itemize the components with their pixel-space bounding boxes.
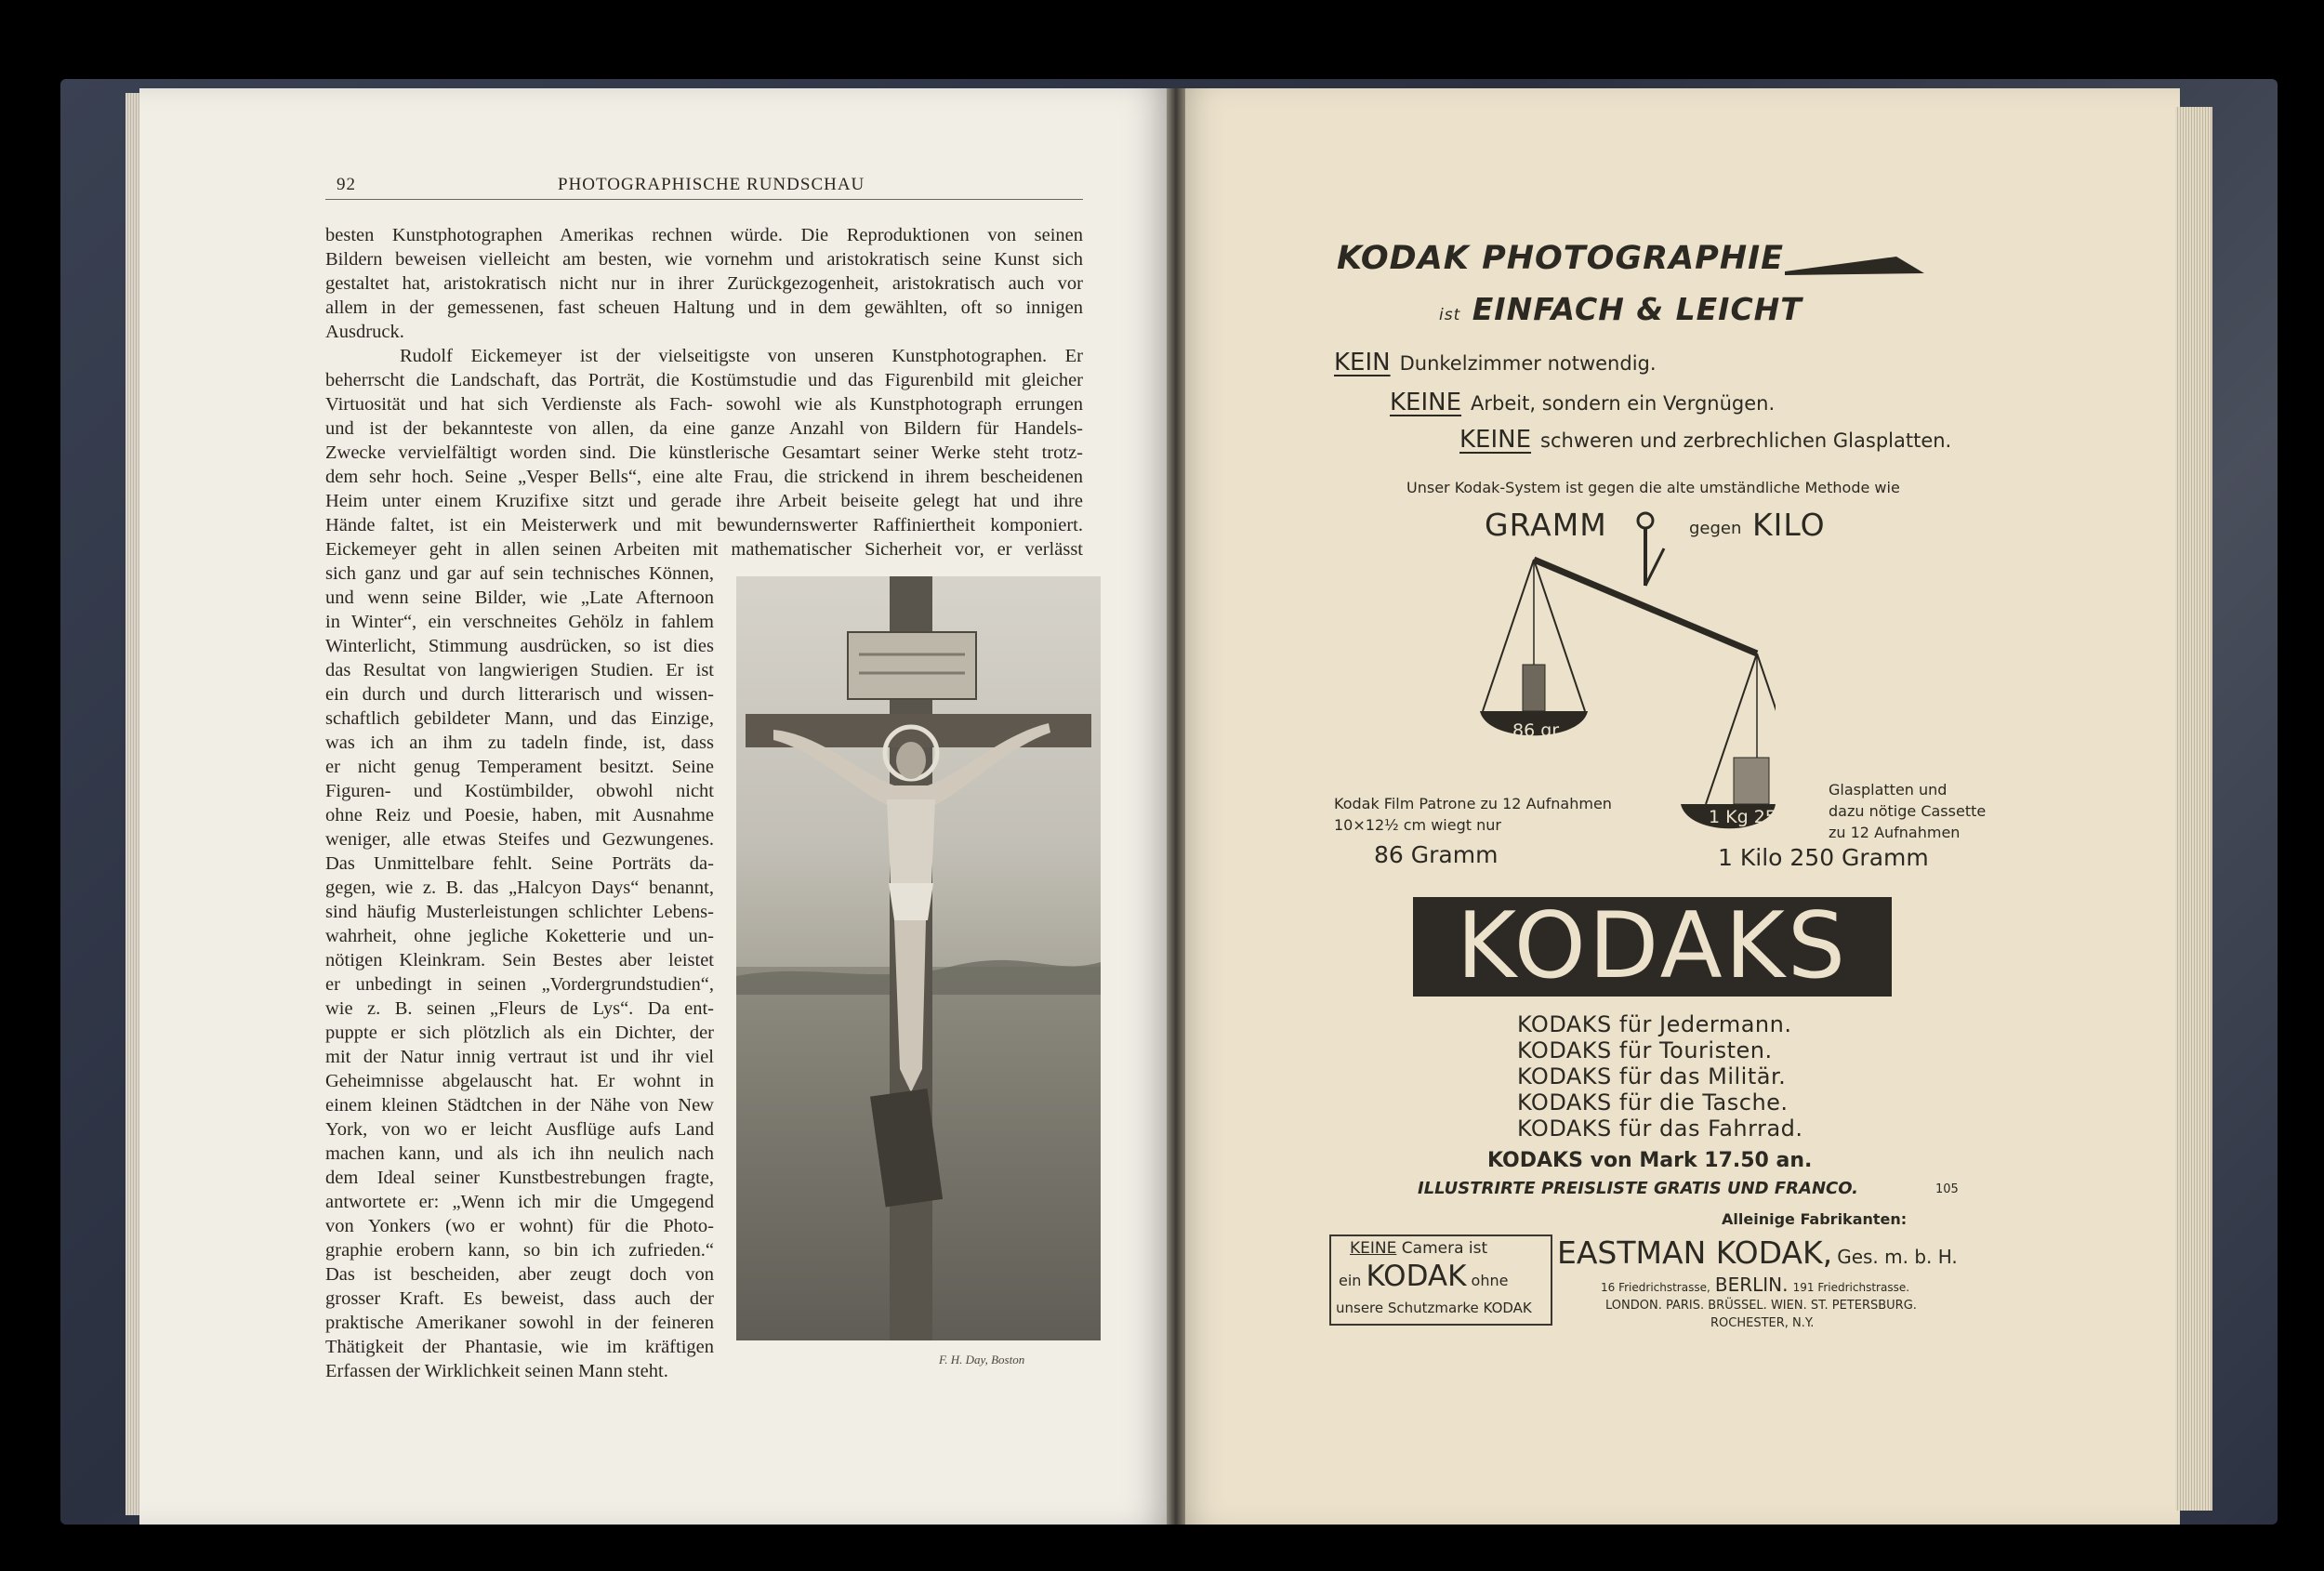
text-line: Geheimnisse abgelauscht hat. Er wohnt in bbox=[325, 1071, 714, 1091]
kodaks-list-item: KODAKS für die Tasche. bbox=[1517, 1089, 1789, 1116]
text-line: praktische Amerikaner sowohl in der feineren bbox=[325, 1313, 714, 1333]
cities-line: LONDON. PARIS. BRÜSSEL. WIEN. ST. PETERSBURG. bbox=[1605, 1299, 1917, 1313]
right-desc-1: Glasplatten und bbox=[1829, 781, 1948, 799]
right-desc-2: dazu nötige Cassette bbox=[1829, 802, 1987, 820]
text-line: das Resultat von langwierigen Studien. Er ist bbox=[325, 660, 714, 680]
kein-text: Arbeit, sondern ein Vergnügen. bbox=[1471, 392, 1776, 415]
text-line: von Yonkers (wo er wohnt) für die Photo- bbox=[325, 1216, 714, 1236]
price-line: KODAKS von Mark 17.50 an. bbox=[1487, 1149, 1813, 1172]
kein-text: Dunkelzimmer notwendig. bbox=[1399, 352, 1657, 375]
box-line-3: unsere Schutzmarke KODAK bbox=[1336, 1300, 1532, 1316]
kodaks-list-item: KODAKS für das Fahrrad. bbox=[1517, 1116, 1803, 1142]
text-line: was ich an ihm zu tadeln finde, ist, dass bbox=[325, 733, 714, 753]
text-line: ohne Reiz und Poesie, haben, mit Ausnahme bbox=[325, 805, 714, 825]
text-line: Virtuosität und hat sich Verdienste als Fach- sowohl wie als Kunstphotograph errungen bbox=[325, 394, 1083, 415]
text-line: Erfassen der Wirklichkeit seinen Mann steht. bbox=[325, 1361, 668, 1381]
kein-line bbox=[1390, 389, 1775, 416]
right-weight: 1 Kilo 250 Gramm bbox=[1718, 844, 1929, 871]
company-name: EASTMAN KODAK, bbox=[1557, 1234, 1833, 1271]
company-suffix: Ges. m. b. H. bbox=[1837, 1246, 1958, 1268]
text-line: Rudolf Eickemeyer ist der vielseitigste von unseren Kunstphotographen. Er bbox=[400, 346, 1083, 366]
box-kodak: KODAK bbox=[1366, 1260, 1467, 1293]
text-line: besten Kunstphotographen Amerikas rechnen würde. Die Reproduktionen von seinen bbox=[325, 225, 1083, 245]
text-line: Thätigkeit der Phantasie, wie im kräftigen bbox=[325, 1337, 714, 1357]
text-line: York, von wo er leicht Ausflüge aufs Land bbox=[325, 1119, 714, 1140]
text-line: Figuren- und Kostümbilder, obwohl nicht bbox=[325, 781, 714, 801]
left-desc-2: 10×12½ cm wiegt nur bbox=[1334, 816, 1501, 834]
text-line: Ausdruck. bbox=[325, 322, 404, 342]
text-line: mit der Natur innig vertraut ist und ihr viel bbox=[325, 1047, 714, 1067]
text-line: sind häufig Musterleistungen schlichter Lebens- bbox=[325, 902, 714, 922]
kein-line bbox=[1459, 426, 1951, 454]
price-list-line: ILLUSTRIRTE PREISLISTE GRATIS UND FRANCO. bbox=[1418, 1179, 1858, 1198]
kodaks-list-item: KODAKS für das Militär. bbox=[1517, 1063, 1787, 1089]
kodaks-logo: KODAKS bbox=[1413, 897, 1892, 997]
ad-subtitle bbox=[1439, 291, 1802, 327]
text-line: Eickemeyer geht in allen seinen Arbeiten mit mathematischer Sicherheit vor, er verlässt bbox=[325, 539, 1083, 560]
address-a: 16 Friedrichstrasse, bbox=[1601, 1281, 1710, 1294]
text-line: er unbedingt in seinen „Vordergrundstudien“, bbox=[325, 974, 714, 995]
ad-title: KODAK PHOTOGRAPHIE bbox=[1337, 240, 1785, 277]
box-ein: ein bbox=[1339, 1272, 1362, 1289]
kein-word: KEINE bbox=[1459, 426, 1532, 454]
photo-caption: F. H. Day, Boston bbox=[939, 1353, 1025, 1366]
kilo-label: KILO bbox=[1752, 507, 1826, 543]
box-line-2 bbox=[1339, 1260, 1508, 1293]
text-line: machen kann, und als ich ihn neulich nach bbox=[325, 1143, 714, 1164]
text-line: sich ganz und gar auf sein technisches Können, bbox=[325, 563, 714, 584]
title-arrow-graphic bbox=[1785, 257, 1924, 279]
rochester-line: ROCHESTER, N.Y. bbox=[1710, 1316, 1815, 1330]
text-line: beherrscht die Landschaft, das Porträt, die Kostümstudie und das Figurenbild mit gleicher bbox=[325, 370, 1083, 390]
text-line: grosser Kraft. Es beweist, dass auch der bbox=[325, 1288, 714, 1309]
text-line: Winterlicht, Stimmung ausdrücken, so ist dies bbox=[325, 636, 714, 656]
text-line: und ist der bekannteste von allen, da eine ganze Anzahl von Bildern für Handels- bbox=[325, 418, 1083, 439]
kein-line bbox=[1334, 349, 1657, 376]
text-line: dem sehr hoch. Seine „Vesper Bells“, eine alte Frau, die strickend in ihrem bescheidenen bbox=[325, 467, 1083, 487]
kein-word: KEINE bbox=[1390, 389, 1462, 416]
gramm-label: GRAMM bbox=[1485, 507, 1607, 543]
kein-text: schweren und zerbrechlichen Glasplatten. bbox=[1540, 429, 1952, 452]
box-ohne: ohne bbox=[1471, 1272, 1509, 1289]
kodaks-list-item: KODAKS für Jedermann. bbox=[1517, 1011, 1792, 1037]
text-line: wahrheit, ohne jegliche Koketterie und un- bbox=[325, 926, 714, 946]
text-line: weniger, alle etwas Steifes und Gezwungenes. bbox=[325, 829, 714, 850]
kodaks-list-item: KODAKS für Touristen. bbox=[1517, 1037, 1773, 1063]
book-gutter bbox=[1167, 88, 1185, 1525]
right-desc-3: zu 12 Aufnahmen bbox=[1829, 824, 1961, 841]
text-line: dem Ideal seiner Kunstbestrebungen fragte, bbox=[325, 1168, 714, 1188]
text-line: gestaltet hat, aristokratisch nicht nur in ihrer Zurückgezogenheit, aristokratisch auch vor bbox=[325, 273, 1083, 294]
text-line: Heim unter einem Kruzifixe sitzt und gerade ihre Arbeit beiseite gelegt hat und ihre bbox=[325, 491, 1083, 511]
text-line: in Winter“, ein verschneites Gehölz in fahlem bbox=[325, 612, 714, 632]
crucifix-photograph bbox=[736, 576, 1101, 1340]
gegen-label: gegen bbox=[1689, 519, 1742, 538]
running-head bbox=[325, 175, 1083, 200]
pan-left-label: 86 gr. bbox=[1512, 720, 1564, 741]
address-line bbox=[1601, 1274, 1909, 1296]
text-line: einem kleinen Städtchen in der Nähe von New bbox=[325, 1095, 714, 1116]
text-line: allem in der gemessenen, fast scheuen Haltung und in dem gewählten, oft so innigen bbox=[325, 297, 1083, 318]
company-line bbox=[1557, 1234, 1958, 1271]
text-line: puppte er sich plötzlich als ein Dichter, der bbox=[325, 1023, 714, 1043]
subtitle-prefix: ist bbox=[1439, 306, 1461, 324]
kein-word: KEIN bbox=[1334, 349, 1391, 376]
system-line: Unser Kodak-System ist gegen die alte umständliche Methode wie bbox=[1406, 479, 1900, 496]
left-weight: 86 Gramm bbox=[1374, 841, 1499, 868]
text-line: er nicht genug Temperament besitzt. Seine bbox=[325, 757, 714, 777]
text-line: gegen, wie z. B. das „Halcyon Days“ benannt, bbox=[325, 878, 714, 898]
text-line: Das ist bescheiden, aber zeugt doch von bbox=[325, 1264, 714, 1285]
address-b: BERLIN. bbox=[1714, 1274, 1789, 1296]
text-line: Das Unmittelbare fehlt. Seine Porträts da- bbox=[325, 853, 714, 874]
left-desc-1: Kodak Film Patrone zu 12 Aufnahmen bbox=[1334, 795, 1612, 812]
page-edges-right bbox=[2175, 107, 2212, 1511]
page-number: 92 bbox=[337, 175, 356, 194]
text-line: antwortete er: „Wenn ich mir die Umgegend bbox=[325, 1192, 714, 1212]
text-line: Zwecke vervielfältigt worden sind. Die künstlerische Gesamtart seiner Werke steht trotz- bbox=[325, 442, 1083, 463]
text-line: nötigen Kleinkram. Sein Bestes aber leistet bbox=[325, 950, 714, 970]
box-line-1 bbox=[1350, 1239, 1487, 1258]
text-line: ein durch und durch litterarisch und wissen- bbox=[325, 684, 714, 705]
subtitle-text: EINFACH & LEICHT bbox=[1472, 291, 1802, 327]
text-line: schaftlich gebildeter Mann, und das Einzige, bbox=[325, 708, 714, 729]
text-line: Hände faltet, ist ein Meisterwerk und mit bewundernswerter Raffiniertheit komponiert. bbox=[325, 515, 1083, 535]
running-title: PHOTOGRAPHISCHE RUNDSCHAU bbox=[558, 175, 865, 194]
text-line: und wenn seine Bilder, wie „Late Afternoon bbox=[325, 587, 714, 608]
ad-number: 105 bbox=[1935, 1182, 1959, 1196]
box-keine: KEINE bbox=[1350, 1239, 1397, 1258]
pan-right-label: 1 Kg 250 g bbox=[1709, 807, 1805, 827]
manufacturers-label: Alleinige Fabrikanten: bbox=[1722, 1210, 1908, 1228]
text-line: graphie erobern kann, so bin ich zufrieden.“ bbox=[325, 1240, 714, 1261]
address-c: 191 Friedrichstrasse. bbox=[1792, 1281, 1910, 1294]
box-camera: Camera ist bbox=[1401, 1239, 1488, 1258]
text-line: Bildern beweisen vielleicht am besten, wie vornehm und aristokratisch seine Kunst sich bbox=[325, 249, 1083, 270]
text-line: wie z. B. seinen „Fleurs de Lys“. Da ent- bbox=[325, 998, 714, 1019]
